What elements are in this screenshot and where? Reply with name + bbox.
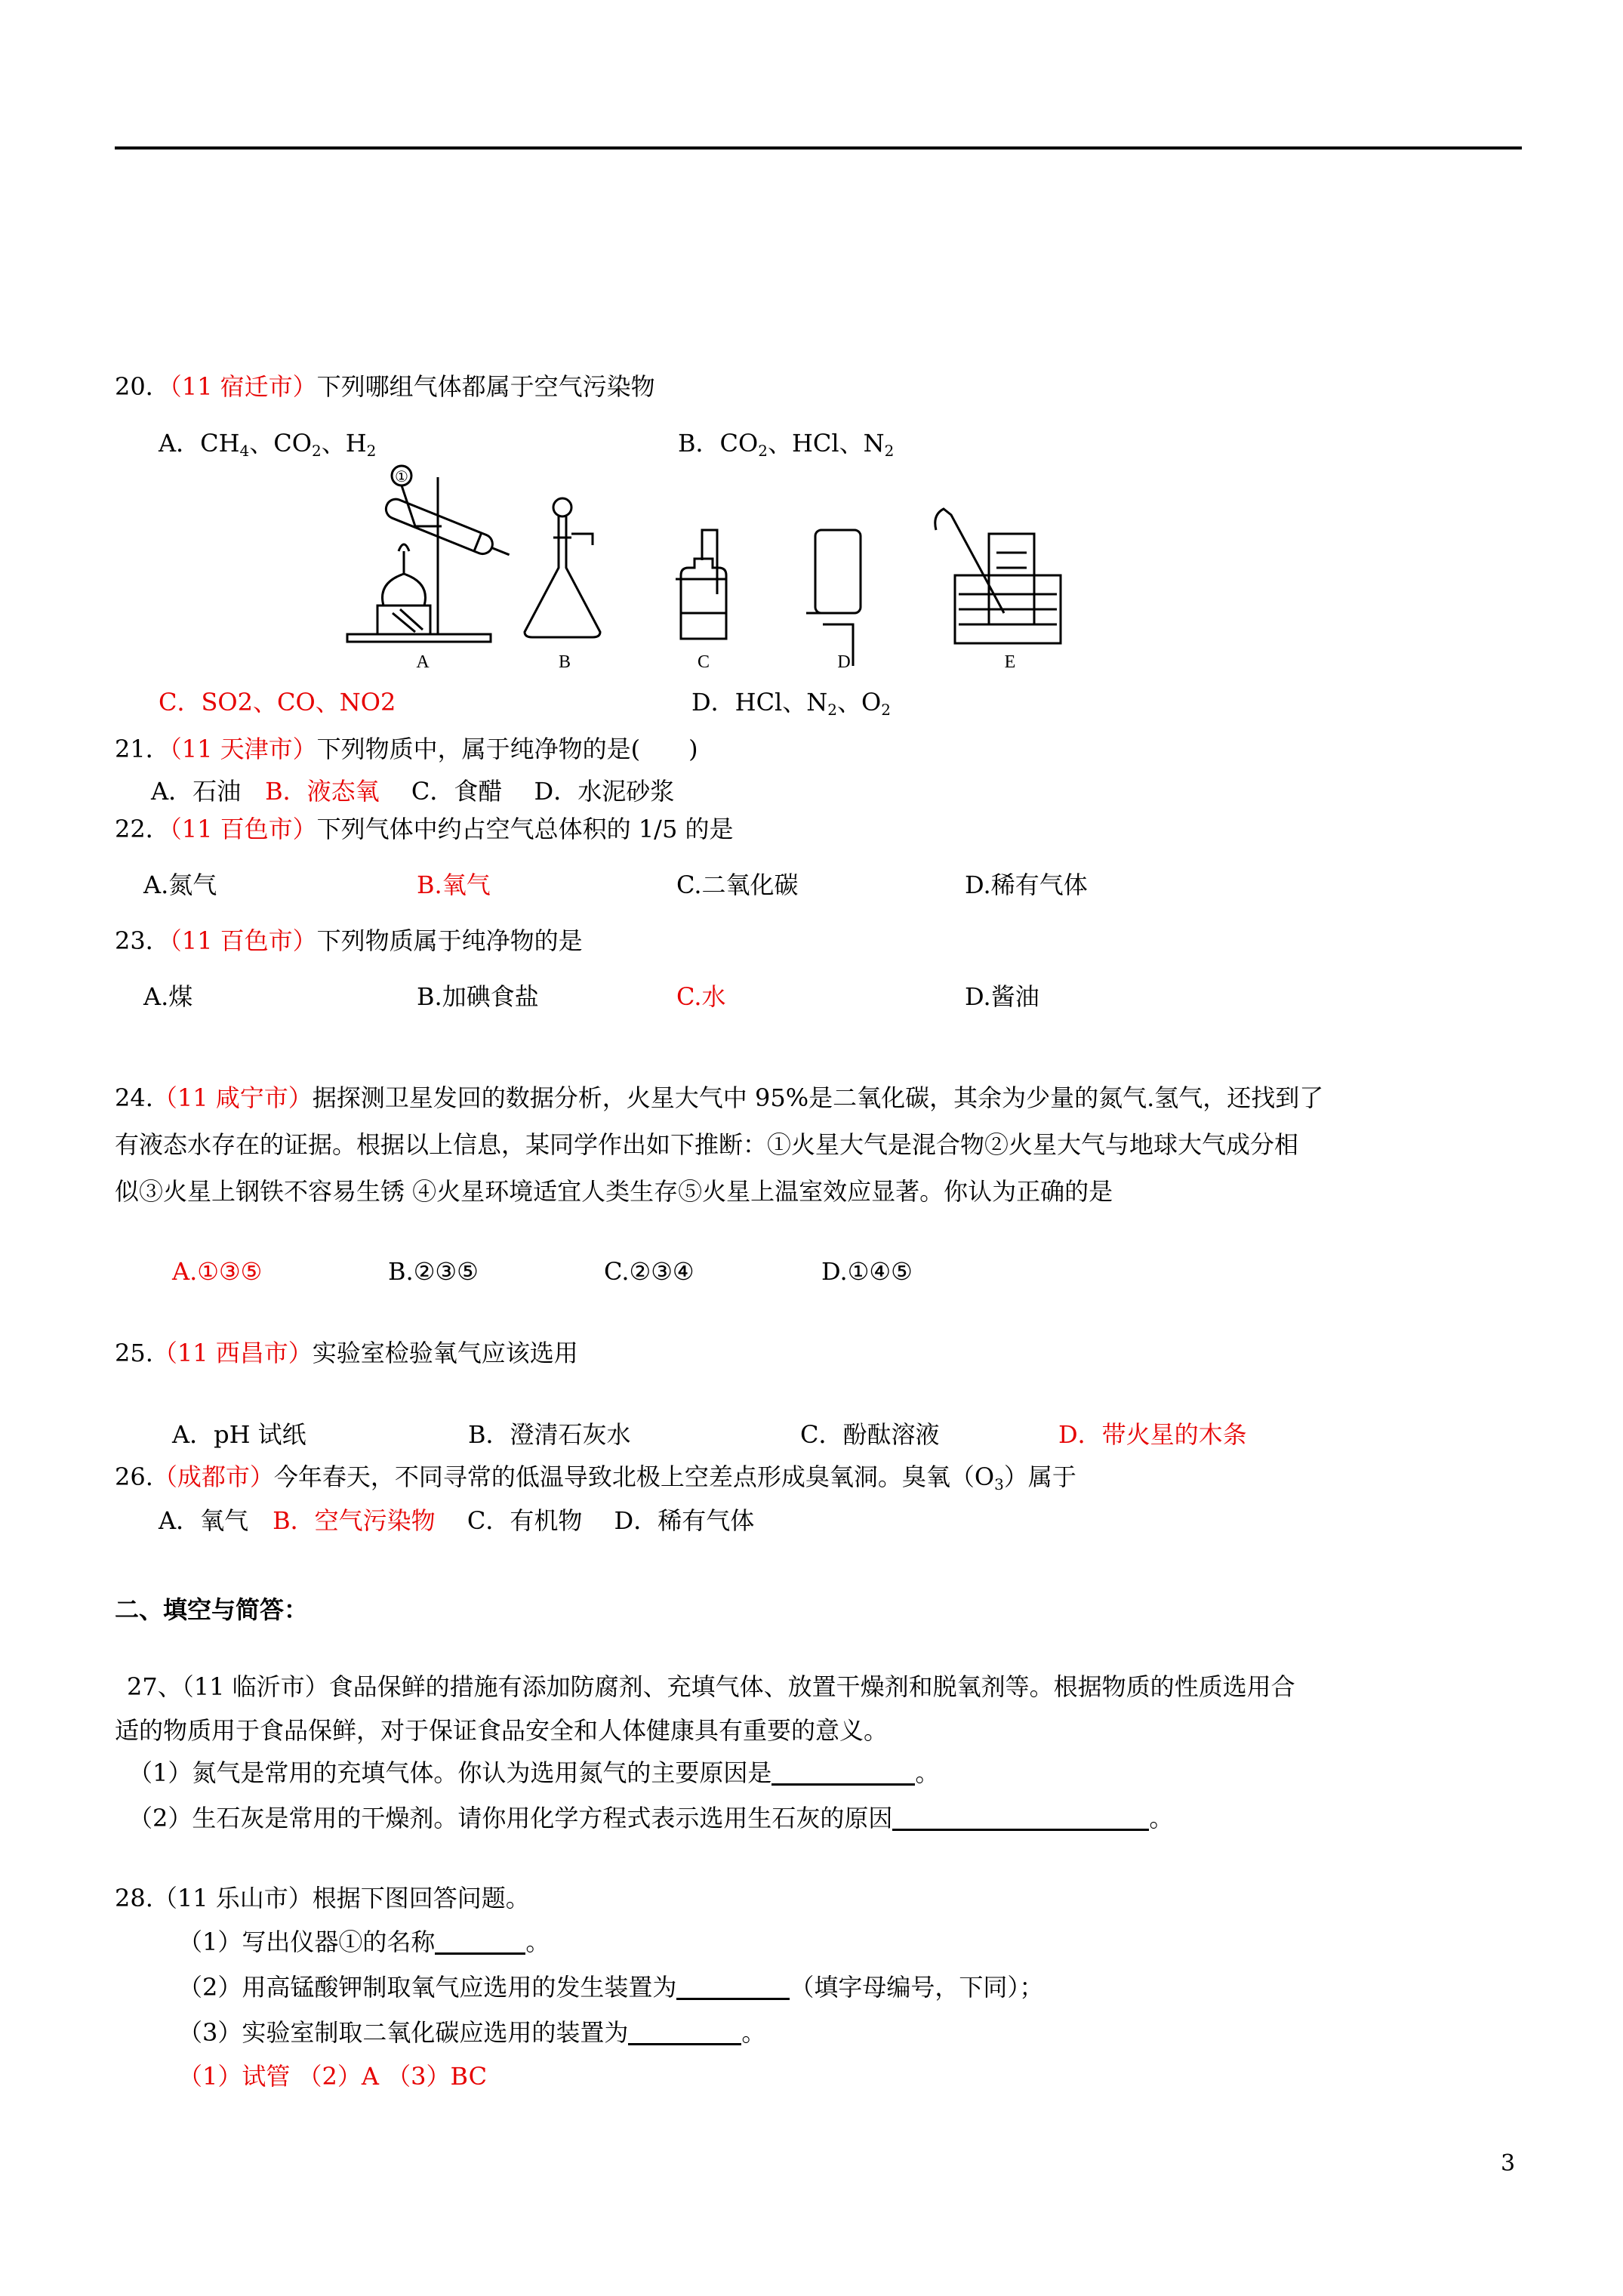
q24-option-c: C.②③④ <box>604 1257 694 1286</box>
q23-option-d: D.酱油 <box>965 982 1039 1011</box>
q25-option-b: B．澄清石灰水 <box>468 1420 631 1449</box>
answer-blank <box>771 1759 915 1786</box>
question-27-line1: 27、（11 临沂市）食品保鲜的措施有添加防腐剂、充填气体、放置干燥剂和脱氧剂等。根据物质的性质选用合 <box>127 1672 1295 1701</box>
q25-option-c: C．酚酞溶液 <box>800 1420 940 1449</box>
header-rule <box>115 146 1522 149</box>
label-e: E <box>1004 652 1016 672</box>
q22-option-a: A.氮气 <box>143 871 217 899</box>
q24-option-d: D.①④⑤ <box>821 1257 913 1286</box>
q28-part3: （3）实验室制取二氧化碳应选用的装置为 。 <box>178 2018 766 2047</box>
question-number: 20． <box>115 372 170 401</box>
q20-option-a: A．$CH_4$、$CO_2$、$H_2$ <box>159 429 377 460</box>
question-20 <box>115 370 655 403</box>
question-21: 21．（11 天津市）下列物质中，属于纯净物的是( ) <box>115 735 698 763</box>
q23-option-c: C.水 <box>676 982 726 1011</box>
q28-part1: （1）写出仪器①的名称 。 <box>178 1928 550 1956</box>
q20-option-c: C．SO2、CO、NO2 <box>159 688 396 717</box>
question-22: 22．（11 百色市）下列气体中约占空气总体积的 1/5 的是 <box>115 815 734 843</box>
q23-option-a: A.煤 <box>143 982 193 1011</box>
question-25: 25.（11 西昌市）实验室检验氧气应该选用 <box>115 1339 578 1367</box>
answer-blank <box>628 2019 741 2045</box>
question-24-line3: 似③火星上钢铁不容易生锈 ④火星环境适宜人类生存⑤火星上温室效应显著。你认为正确的是 <box>115 1177 1113 1206</box>
label-c: C <box>697 652 710 672</box>
answer-blank <box>435 1928 525 1955</box>
apparatus-a-heating-setup <box>347 466 513 642</box>
apparatus-d-collection <box>806 530 861 666</box>
q20-option-d: D．HCl、$N_2$、$O_2$ <box>691 688 892 719</box>
answer-blank <box>892 1804 1149 1831</box>
q20-option-b: B．$CO_2$、HCl、$N_2$ <box>678 429 895 460</box>
label-d: D <box>837 652 851 672</box>
page-number: 3 <box>1501 2150 1516 2177</box>
q27-part1: （1）氮气是常用的充填气体。你认为选用氮气的主要原因是 。 <box>128 1758 940 1787</box>
answer-blank <box>676 1974 790 2000</box>
q24-option-a: A.①③⑤ <box>172 1257 263 1286</box>
q22-option-d: D.稀有气体 <box>965 871 1088 899</box>
q26-options: A．氧气 B．空气污染物 C．有机物 D．稀有气体 <box>159 1506 755 1535</box>
section-heading: 二、填空与简答： <box>115 1595 309 1624</box>
question-26: 26.（成都市）今年春天，不同寻常的低温导致北极上空差点形成臭氧洞。臭氧$(O_3)$属于 <box>115 1462 1076 1493</box>
label-a: A <box>416 652 430 672</box>
q28-answer: （1）试管 （2）A （3）BC <box>178 2062 488 2091</box>
apparatus-b-flask <box>525 498 600 637</box>
question-source: （11 宿迁市） <box>169 372 317 401</box>
question-stem: 下列哪组气体都属于空气污染物 <box>316 372 655 401</box>
q22-option-c: C.二氧化碳 <box>676 871 799 899</box>
q25-option-a: A．pH 试纸 <box>172 1420 306 1449</box>
apparatus-c-collection <box>676 530 726 639</box>
q27-part2: （2）生石灰是常用的干燥剂。请你用化学方程式表示选用生石灰的原因 。 <box>128 1804 1174 1832</box>
callout-1: ① <box>395 469 408 485</box>
q28-part2: （2）用高锰酸钾制取氧气应选用的发生装置为 （填字母编号，下同）； <box>178 1973 1044 2002</box>
q23-option-b: B.加碘食盐 <box>417 982 539 1011</box>
q24-option-b: B.②③⑤ <box>388 1257 479 1286</box>
question-27-line2: 适的物质用于食品保鲜，对于保证食品安全和人体健康具有重要的意义。 <box>115 1716 888 1745</box>
question-24-line2: 有液态水存在的证据。根据以上信息，某同学作出如下推断：①火星大气是混合物②火星大气与地球大气成分相 <box>115 1130 1299 1159</box>
q21-options: A．石油 B．液态氧 C．食醋 D．水泥砂浆 <box>151 777 675 806</box>
label-b: B <box>558 652 571 672</box>
question-24-line1: 24.（11 咸宁市）据探测卫星发回的数据分析，火星大气中 95%是二氧化碳，其余为少量的氮气.氢气，还找到了 <box>115 1083 1324 1112</box>
question-28: 28.（11 乐山市）根据下图回答问题。 <box>115 1884 530 1912</box>
question-23: 23．（11 百色市）下列物质属于纯净物的是 <box>115 926 583 955</box>
q25-option-d: D．带火星的木条 <box>1058 1420 1247 1449</box>
lab-apparatus-figure <box>340 462 1064 673</box>
q22-option-b: B.氧气 <box>417 871 491 899</box>
apparatus-e-water-trough <box>935 509 1061 643</box>
